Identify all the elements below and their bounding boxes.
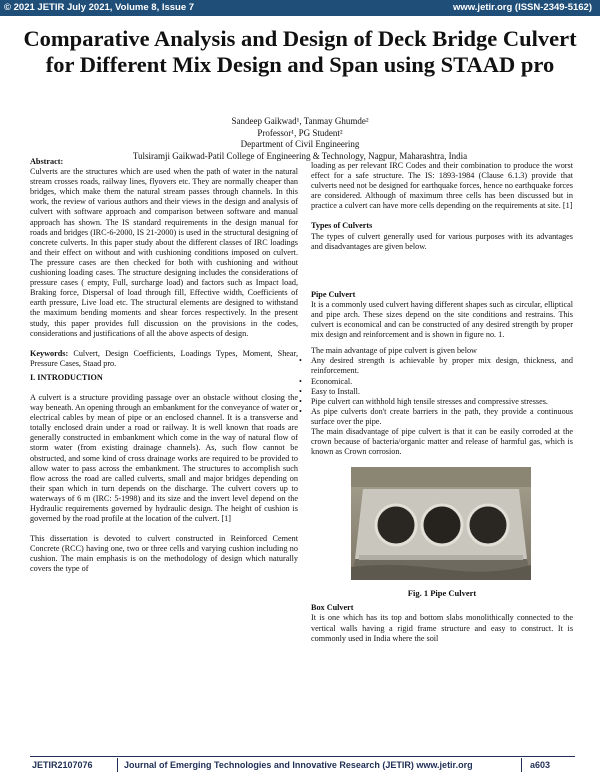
author-names: Sandeep Gaikwad¹, Tanmay Ghumde² <box>231 116 369 126</box>
disadvantage-text: The main disadvantage of pipe culvert is that it can be easily corroded at the crown because of bacteria/organic matter and release of harmful gas, which is known as Crown corrosion. <box>311 426 573 457</box>
list-item: • Easy to Install. <box>299 386 360 396</box>
types-heading: Types of Culverts <box>311 221 373 231</box>
paper-title: Comparative Analysis and Design of Deck Bridge Culvert for Different Mix Design and Span using STAAD pro <box>23 26 577 77</box>
list-item: • Pipe culvert can withhold high tensile stresses and compressive stresses. <box>299 396 548 406</box>
bullet-icon: • <box>299 356 302 366</box>
right-column <box>299 157 573 644</box>
author-block <box>60 116 540 162</box>
list-item: • Any desired strength is achievable by proper mix design, thickness, and reinforcement. <box>299 356 573 376</box>
keywords-text: Culvert, Design Coefficients, Loadings Types, Moment, Shear, Pressure Cases, Staad pro. <box>30 348 298 368</box>
list-item: • Economical. <box>299 376 353 386</box>
left-column <box>30 157 298 575</box>
figure-caption: Fig. 1 Pipe Culvert <box>407 588 477 599</box>
types-text: The types of culvert generally used for various purposes with its advantages and disadvantages are given below. <box>311 231 573 251</box>
college: Tulsiramji Gaikwad-Patil College of Engineering & Technology, Nagpur, Maharashtra, India <box>132 150 468 161</box>
intro-paragraph-2: This dissertation is devoted to culvert constructed in Reinforced Cement Concrete (RCC) having one, two or three cells and varying cushion including no cushion. The main emphasis is on the methodology of design which naturally covers the type of <box>30 534 298 574</box>
footer-divider <box>521 758 522 772</box>
pipe-culvert-heading: Pipe Culvert <box>311 289 356 299</box>
intro-paragraph-1: A culvert is a structure providing passage over an obstacle without closing the way beneath. An opening through an embankment for the conveyance of water or electrical cables by mean of pipe or an enclosed channel. It is a transverse and totally enclosed drain under a road or railway. It is well known that roads are generally constructed in embankment which come in the way of natural flow of storm water (from existing drainage channels). As, such flow cannot be obstructed, and some kind of cross drainage works are required to be provided to allow water to pass across the embankment. The structures to accomplish such flow across the road are called culverts, small and major bridges depending on their span which in turn depends on the discharge. The culvert covers up to waterways of 6 m (IRC: 5-1998) and its size and the invert level depend on the Hydraulic requirements governed by hydraulic design. The height of cushion is governed by the road profile at the location of the culvert. [1] <box>30 392 298 524</box>
bullet-icon: • <box>299 406 302 416</box>
bullet-icon: • <box>299 386 302 396</box>
advantages-intro: The main advantage of pipe culvert is given below <box>311 346 477 356</box>
keywords <box>30 349 298 369</box>
advantages-list <box>299 356 573 427</box>
department: Department of Civil Engineering <box>240 139 360 149</box>
author-roles: Professor¹, PG Student² <box>257 127 343 138</box>
pipe-culvert-illustration <box>351 467 531 580</box>
page-number: a603 <box>530 760 551 770</box>
bullet-icon: • <box>299 396 302 406</box>
journal-issue-info: © 2021 JETIR July 2021, Volume 8, Issue 7 <box>4 2 195 13</box>
loading-paragraph: loading as per relevant IRC Codes and their combination to produce the worst effect for a safe structure. The IS: 1893-1984 (Clause 6.1.3) provide that culverts need not be designed for earthquake forces, hence no earthquake forces are considered. Although of maximum three cells has been discussed but in practice a culvert can have more cells depending on the requirements at site. [1] <box>311 161 573 211</box>
journal-footer <box>0 756 600 776</box>
abstract-heading: Abstract: <box>30 157 64 166</box>
paper-id: JETIR2107076 <box>32 760 93 770</box>
box-culvert-heading: Box Culvert <box>311 603 354 613</box>
footer-rule <box>30 756 575 757</box>
intro-heading: I. INTRODUCTION <box>30 372 103 382</box>
abstract-text: Culverts are the structures which are used when the path of water in the natural stream crosses roads, railway lines, flyovers etc. They are normally cheaper than bridges, which make them the natural stream passes through channels. In this work, the review of various authors and their views in the design and analysis of culvert with software approach and comparison between software and manual approach has shown. The IS standard requirements in the design manual for roads and bridges (IRC-6-2000, IS 21-2000) is used in the structural designing of concrete culverts. In this paper study about the different classes of IRC loadings and their effect on without and with cushioning conditions imposed on culvert. The pressure cases are then checked for both with cushioning and without cushioning loading cases. The structure designing includes the considerations of pressure cases ( empty, Full, surcharge load) and factors such as Impact load, Braking force, Dispersal of load through fill, Effective width, Coefficients of earth pressure, Live load etc. The structural elements are designed to withstand the maximum bending moments and shear forces respectively. In the present study, this paper provides full discussion on the provisions in the codes, considerations and justifications of all the above aspects of design. <box>30 167 298 338</box>
box-culvert-text: It is one which has its top and bottom slabs monolithically connected to the vertical walls having a rigid frame structure and easy to construct. It is commonly used in India where the soil <box>311 613 573 643</box>
footer-divider <box>117 758 118 772</box>
list-item: • As pipe culverts don't create barriers in the path, they provide a continuous surface over the pipe. <box>299 406 573 426</box>
bullet-icon: • <box>299 376 302 386</box>
pipe-culvert-text: It is a commonly used culvert having different shapes such as circular, elliptical and pipe arch. These sizes depend on the site conditions and restrains. This culvert is economical and can be constructed of any desired strength by proper mix design and reinforcement and is shown in figure no. 1. <box>311 299 573 340</box>
pipe-culvert-photo <box>351 467 531 580</box>
journal-header-bar <box>0 0 600 16</box>
journal-website[interactable]: www.jetir.org (ISSN-2349-5162) <box>452 2 592 13</box>
journal-name[interactable]: Journal of Emerging Technologies and Innovative Research (JETIR) www.jetir.org <box>124 760 473 770</box>
keywords-label: Keywords: <box>30 348 69 358</box>
